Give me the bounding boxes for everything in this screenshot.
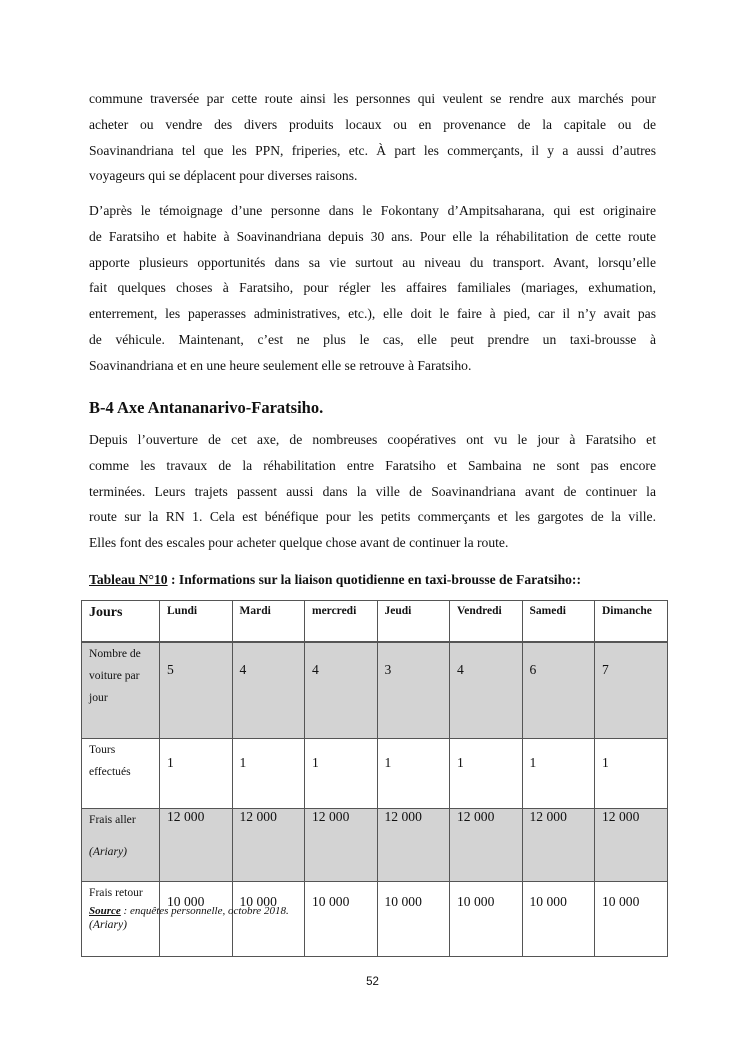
text-line: Depuis l’ouverture de cet axe, de nombreuses coopératives ont vu le jour à Faratsiho et [89, 432, 656, 447]
paragraph-1 [89, 86, 656, 189]
table-cell: 12 000 [522, 809, 595, 882]
text-line: D’après le témoignage d’une personne dans le Fokontany d’Ampitsaharana, qui est originaire [89, 203, 656, 218]
text-line: apporte plusieurs opportunités dans sa vie surtout au niveau du transport. Avant, lorsqu’elle [89, 254, 656, 270]
table-cell: 12 000 [232, 809, 305, 882]
row-label-line: (Ariary) [89, 845, 127, 858]
section-heading: B-4 Axe Antananarivo-Faratsiho. [89, 398, 324, 417]
table-row [82, 739, 668, 809]
table-cell: 12 000 [160, 809, 233, 882]
table-cell: 6 [522, 642, 595, 739]
header-day: mercredi [305, 601, 378, 643]
table-cell: 10 000 [450, 882, 523, 957]
table-cell: 12 000 [450, 809, 523, 882]
table-row [82, 809, 668, 882]
table-row [82, 882, 668, 957]
table-header-row [82, 601, 668, 643]
table-cell: 10 000 [160, 882, 233, 957]
text-line: fait quelques choses à Faratsiho, pour régler les affaires familiales (mariages, exhumation, [89, 280, 656, 296]
paragraph-2 [89, 198, 656, 379]
text-line: Soavinandriana et en une heure seulement elle se retrouve à Faratsiho. [89, 357, 472, 373]
table-cell: 3 [377, 642, 450, 739]
header-corner: Jours [82, 601, 160, 643]
table-caption-label: Tableau N°10 [89, 572, 168, 587]
table-cell: 1 [160, 739, 233, 809]
table-cell: 12 000 [305, 809, 378, 882]
table-cell: 5 [160, 642, 233, 739]
source-text: : enquêtes personnelle, octobre 2018. [120, 905, 289, 917]
table-cell: 10 000 [595, 882, 668, 957]
row-label [82, 882, 160, 957]
header-day: Dimanche [595, 601, 668, 643]
text-line: enterrement, les paperasses administratives, etc.), elle doit le faire à pied, car il n’y avait pas [89, 306, 656, 322]
row-label [82, 809, 160, 882]
text-line: Soavinandriana tel que les PPN, friperies, etc. À part les commerçants, il y a aussi d’autres [89, 142, 656, 158]
text-line: Elles font des escales pour acheter quelque chose avant de continuer la route. [89, 535, 509, 551]
table-cell: 1 [595, 739, 668, 809]
text-line: commune traversée par cette route ainsi les personnes qui veulent se rendre aux marchés pour [89, 91, 656, 106]
text-line: acheter ou vendre des divers produits locaux ou en provenance de la capitale ou de [89, 116, 656, 132]
text-line: terminées. Leurs trajets passent aussi dans la ville de Soavinandriana avant de continuer la [89, 483, 656, 499]
table-caption [89, 572, 581, 588]
text-line: comme les travaux de la réhabilitation entre Faratsiho et Sambaina ne sont pas encore [89, 457, 656, 473]
table-cell: 1 [377, 739, 450, 809]
table-cell: 10 000 [232, 882, 305, 957]
table-caption-text: : Informations sur la liaison quotidienne en taxi-brousse de Faratsiho:: [167, 572, 581, 587]
table-source [89, 905, 289, 917]
text-line: voyageurs qui se déplacent pour diverses raisons. [89, 168, 358, 184]
row-label-line: voiture par [89, 669, 140, 682]
row-label [82, 642, 160, 739]
table-cell: 10 000 [522, 882, 595, 957]
text-line: route sur la RN 1. Cela est bénéfique pour les petits commerçants et les gargotes de la ville. [89, 509, 656, 525]
table-cell: 7 [595, 642, 668, 739]
table-row [82, 642, 668, 739]
table-cell: 1 [232, 739, 305, 809]
row-label-line: Frais aller [89, 813, 136, 826]
row-label-line: Tours [89, 743, 116, 756]
page-number: 52 [366, 976, 379, 988]
header-day: Lundi [160, 601, 233, 643]
header-day: Jeudi [377, 601, 450, 643]
header-day: Mardi [232, 601, 305, 643]
row-label-line: jour [89, 691, 108, 704]
table-cell: 12 000 [377, 809, 450, 882]
row-label-line: effectués [89, 765, 131, 778]
table-cell: 12 000 [595, 809, 668, 882]
taxi-brousse-table [81, 600, 668, 957]
table-cell: 4 [450, 642, 523, 739]
table-cell: 1 [522, 739, 595, 809]
row-label [82, 739, 160, 809]
row-label-line: Frais retour [89, 886, 143, 899]
table-cell: 1 [450, 739, 523, 809]
row-label-line: (Ariary) [89, 918, 127, 931]
table-cell: 1 [305, 739, 378, 809]
paragraph-3 [89, 427, 656, 556]
table-cell: 10 000 [305, 882, 378, 957]
table-cell: 10 000 [377, 882, 450, 957]
text-line: de véhicule. Maintenant, c’est ne plus le cas, elle peut prendre un taxi-brousse à [89, 331, 656, 347]
header-day: Vendredi [450, 601, 523, 643]
table-cell: 4 [232, 642, 305, 739]
text-line: de Faratsiho et habite à Soavinandriana depuis 30 ans. Pour elle la réhabilitation de cette route [89, 228, 656, 244]
table-cell: 4 [305, 642, 378, 739]
row-label-line: Nombre de [89, 647, 141, 660]
source-label: Source [89, 905, 121, 917]
header-day: Samedi [522, 601, 595, 643]
